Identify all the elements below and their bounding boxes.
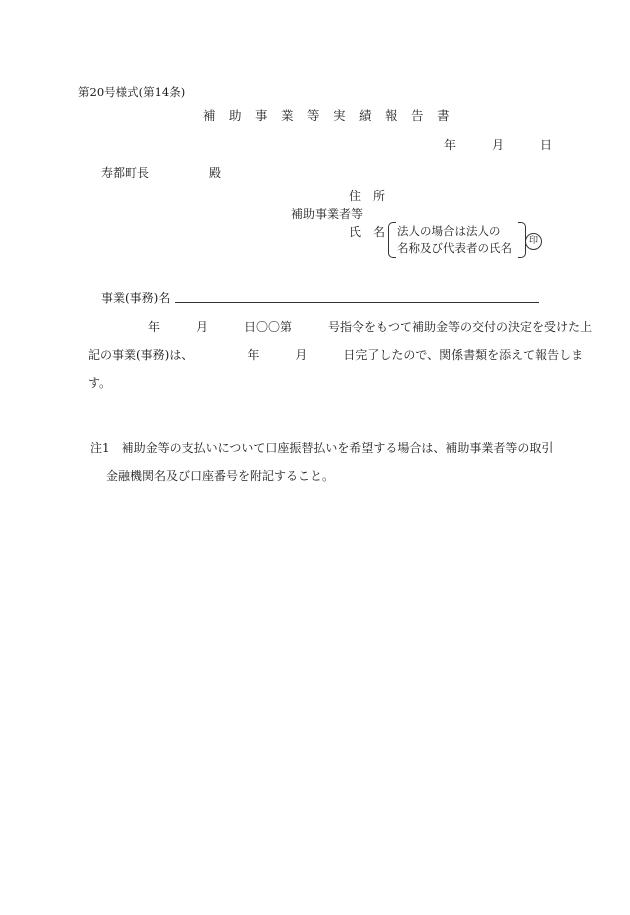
- date-line: 年 月 日: [444, 138, 553, 152]
- project-name-underline: [175, 302, 539, 303]
- seal-mark: 印: [525, 233, 542, 250]
- left-bracket: [388, 222, 396, 258]
- corporate-note-bracket: [388, 222, 526, 258]
- project-name-label: 事業(事務)名: [101, 291, 171, 305]
- note-line-1: 注1 補助金等の支払いについて口座振替払いを希望する場合は、補助事業者等の取引: [90, 441, 554, 455]
- corporate-note-line2: 名称及び代表者の氏名: [397, 241, 512, 255]
- body-line-1: 年 月 日〇〇第 号指令をもつて補助金等の交付の決定を受けた上: [148, 320, 593, 334]
- note-line-2: 金融機関名及び口座番号を附記すること。: [106, 469, 335, 483]
- addressee: 寿都町長 殿: [101, 166, 222, 180]
- document-title: 補 助 事 業 等 実 績 報 告 書: [203, 108, 451, 123]
- reporter-entity-label: 補助事業者等: [291, 207, 364, 221]
- form-number: 第20号様式(第14条): [78, 85, 186, 99]
- corporate-note-line1: 法人の場合は法人の: [397, 224, 501, 238]
- name-label: 氏 名: [349, 225, 386, 239]
- body-line-2: 記の事業(事務)は、 年 月 日完了したので、関係書類を添えて報告しま: [88, 348, 584, 362]
- address-label: 住 所: [349, 189, 386, 203]
- body-line-3: す。: [88, 376, 112, 390]
